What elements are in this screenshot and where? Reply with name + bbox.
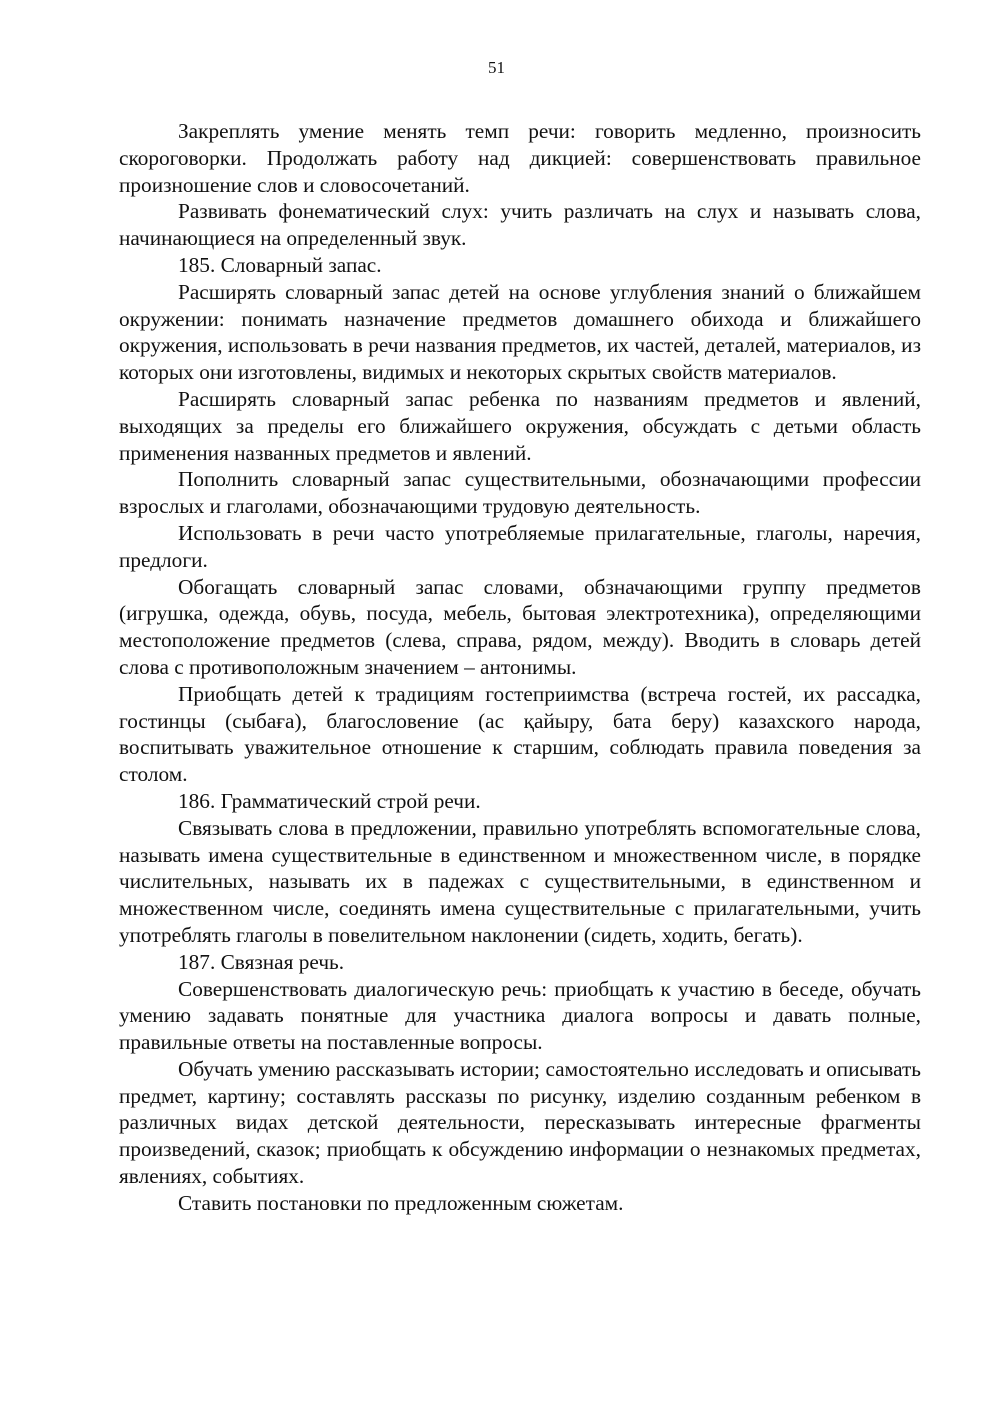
- paragraph-performances: Ставить постановки по предложенным сюжетам.: [178, 1190, 624, 1215]
- paragraph-storytelling: Обучать умению рассказывать истории; самостоятельно исследовать и описывать предмет, картину; составлять рассказы по рисунку, изделию созданным ребенком в различных видах детской деятельности, пересказывать интересные фрагменты произведений, сказок; приобщать к обсуждению информации о незнакомых предметах, явлениях, событиях.: [119, 1056, 921, 1189]
- paragraph-hospitality-traditions: Приобщать детей к традициям гостеприимства (встреча гостей, их рассадка, гостинцы (сыбаға), благословение (ас қайыру, бата беру) казахского народа, воспитывать уважительное отношение к старшим, соблюдать правила поведения за столом.: [119, 681, 921, 787]
- body-text: [119, 118, 921, 1217]
- paragraph-object-groups: Обогащать словарный запас словами, обзначающими группу предметов (игрушка, одежда, обувь, посуда, мебель, бытовая электротехника), определяющими местоположение предметов (слева, справа, рядом, между). Вводить в словарь детей слова с противоположным значением – антонимы.: [119, 574, 921, 679]
- paragraph-parts-of-speech: Использовать в речи часто употребляемые прилагательные, глаголы, наречия, предлоги.: [119, 520, 921, 572]
- section-heading-grammar: 186. Грамматический строй речи.: [178, 788, 481, 813]
- paragraph-vocabulary-professions: Пополнить словарный запас существительными, обозначающими профессии взрослых и глаголами, обозначающими трудовую деятельность.: [119, 467, 921, 519]
- paragraph-vocabulary-beyond: Расширять словарный запас ребенка по названиям предметов и явлений, выходящих за пределы его ближайшего окружения, обсуждать с детьми область применения названных предметов и явлений.: [119, 386, 921, 465]
- paragraph-grammar: Связывать слова в предложении, правильно употреблять вспомогательные слова, называть имена существительные в единственном и множественном числе, в порядке числительных, называть их в падежах с существительными, в единственном и множественном числе, соединять имена существительные с прилагательными, учить употреблять глаголы в повелительном наклонении (сидеть, ходить, бегать).: [119, 815, 921, 947]
- section-heading-vocabulary: 185. Словарный запас.: [178, 252, 382, 277]
- paragraph-vocabulary-nearby: Расширять словарный запас детей на основе углубления знаний о ближайшем окружении: понимать назначение предметов домашнего обихода и ближайшего окружения, использовать в речи названия предметов, их частей, деталей, материалов, из которых они изготовлены, видимых и некоторых скрытых свойств материалов.: [119, 279, 921, 385]
- paragraph-dialogue-speech: Совершенствовать диалогическую речь: приобщать к участию в беседе, обучать умению задавать понятные для участника диалога вопросы и давать полные, правильные ответы на поставленные вопросы.: [119, 976, 921, 1055]
- paragraph-phonemic-hearing: Развивать фонематический слух: учить различать на слух и называть слова, начинающиеся на определенный звук.: [119, 199, 921, 251]
- page-number: 51: [488, 58, 505, 77]
- section-heading-coherent-speech: 187. Связная речь.: [178, 949, 345, 974]
- paragraph-speech-tempo: Закреплять умение менять темп речи: говорить медленно, произносить скороговорки. Продолжать работу над дикцией: совершенствовать правильное произношение слов и словосочетаний.: [119, 119, 921, 197]
